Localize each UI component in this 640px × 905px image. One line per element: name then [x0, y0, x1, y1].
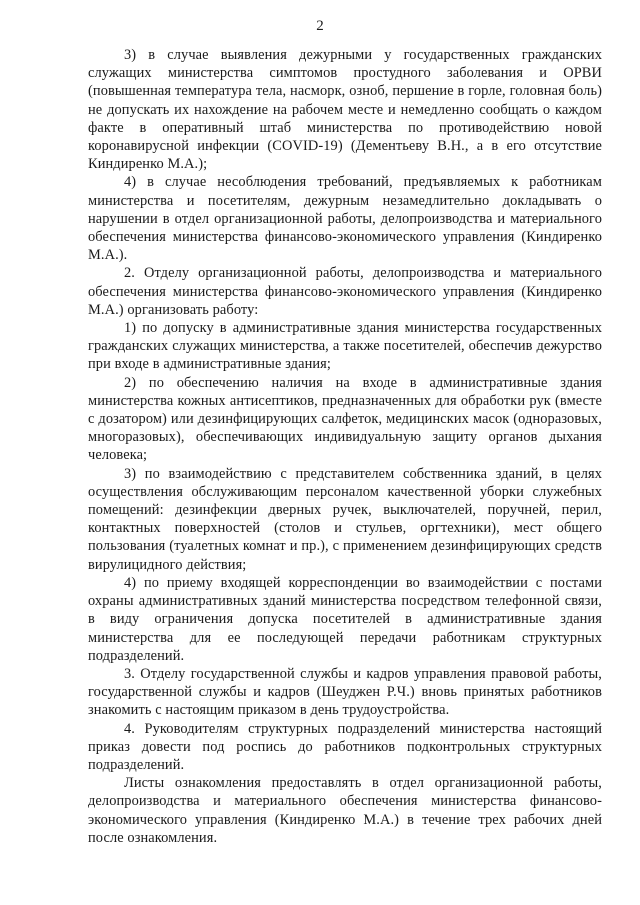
paragraph-item-4-violations: 4) в случае несоблюдения требований, предъявляемых к работникам министерства и посетителям, дежурным незамедлительно докладывать о нарушении в отдел организационной работы, делопроизводства и материального обеспечения министерства финансово-экономического управления (Киндиренко М.А.).	[88, 174, 602, 264]
paragraph-item-1-admission: 1) по допуску в административные здания министерства государственных гражданских служащих министерства, а также посетителей, обеспечив дежурство при входе в административные здания;	[88, 320, 602, 373]
paragraph-section-3: 3. Отделу государственной службы и кадров управления правовой работы, государственной службы и кадров (Шеуджен Р.Ч.) вновь принятых работников знакомить с настоящим приказом в день трудоустройства.	[88, 665, 602, 719]
paragraph-item-2-antiseptics: 2) по обеспечению наличия на входе в административные здания министерства кожных антисептиков, предназначенных для обработки рук (вместе с дозатором) или дезинфицирующих салфеток, медицинских масок (одноразовых, многоразовых), обеспечивающих индивидуальную защиту органов дыхания человека;	[88, 374, 602, 464]
document-body	[88, 46, 602, 847]
paragraph-acquaintance-sheets: Листы ознакомления предоставлять в отдел организационной работы, делопроизводства и материального обеспечения министерства финансово-экономического управления (Киндиренко М.А.) в течение трех рабочих дней после ознакомления.	[88, 775, 602, 846]
page-number: 2	[316, 18, 324, 34]
paragraph-item-3-cleaning: 3) по взаимодействию с представителем собственника зданий, в целях осуществления обслуживающим персоналом качественной уборки служебных помещений: дезинфекции дверных ручек, выключателей, поручней, перил, контактных поверхностей (столов и стульев, оргтехники), мест общего пользования (туалетных комнат и пр.), с применением дезинфицирующих средств вирулицидного действия;	[88, 465, 602, 573]
paragraph-item-4-correspondence: 4) по приему входящей корреспонденции во взаимодействии с постами охраны административных зданий министерства посредством телефонной связи, в виду ограничения допуска посетителей в административные здания министерства для ее последующей передачи работникам структурных подразделений.	[88, 574, 602, 664]
paragraph-section-2: 2. Отделу организационной работы, делопроизводства и материального обеспечения министерства финансово-экономического управления (Киндиренко М.А.) организовать работу:	[88, 265, 602, 318]
paragraph-item-3-symptoms: 3) в случае выявления дежурными у государственных гражданских служащих министерства симптомов простудного заболевания и ОРВИ (повышенная температура тела, насморк, озноб, першение в горле, головная боль) не допускать их нахождение на рабочем месте и немедленно сообщать о каждом факте в оперативный штаб министерства по противодействию новой коронавирусной инфекции (COVID-19) (Дементьеву В.Н., а в его отсутствие Киндиренко М.А.);	[88, 47, 602, 173]
paragraph-section-4: 4. Руководителям структурных подразделений министерства настоящий приказ довести под роспись до работников подконтрольных структурных подразделений.	[88, 720, 602, 773]
